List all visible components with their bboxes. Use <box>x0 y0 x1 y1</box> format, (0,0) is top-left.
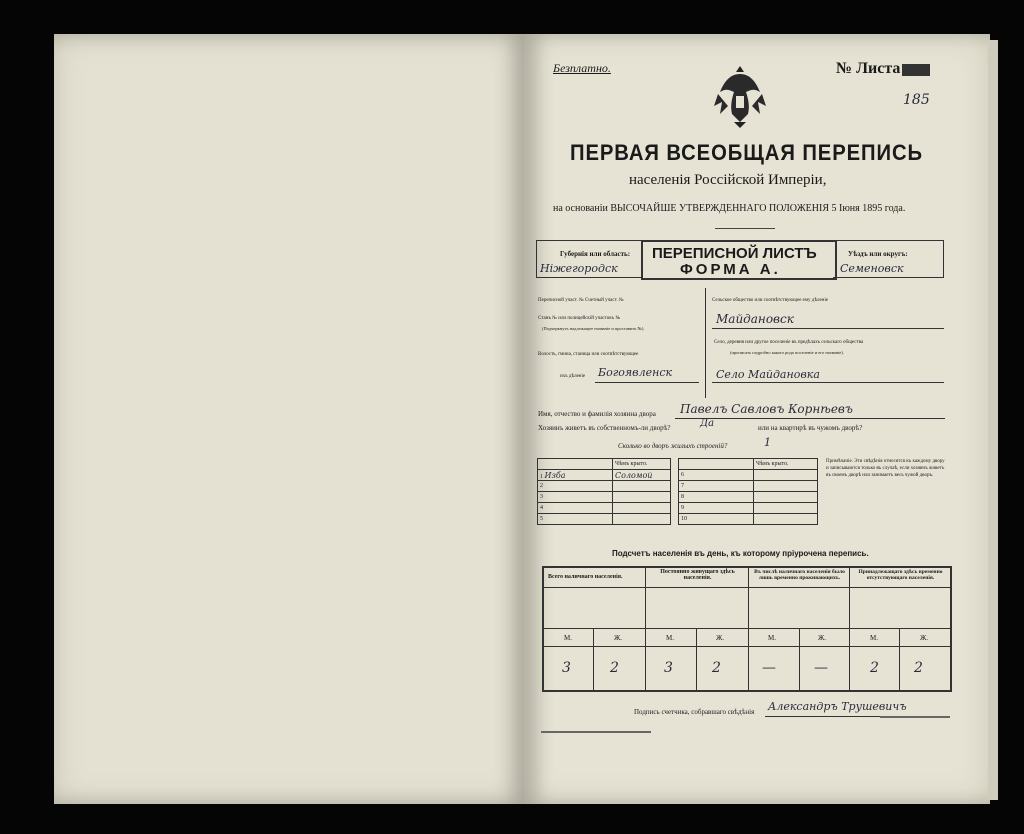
value-permanent-zh: 2 <box>712 660 721 676</box>
census-subtitle: населенія Россійской Имперіи, <box>629 172 827 188</box>
handwritten-number: 185 <box>903 92 930 108</box>
obshchestvo-underline <box>712 328 944 329</box>
volost-underline <box>595 382 699 383</box>
roof-header-1: Чѣмъ крыто. <box>613 459 671 470</box>
stan-note: (Подчеркнуть надлежащее названіе и проставить №). <box>542 326 645 331</box>
owner-underline <box>675 418 945 419</box>
owner-label: Имя, отчество и фамилія хозяина двора <box>538 410 656 418</box>
signature-underline <box>765 716 881 717</box>
summary-title: Подсчетъ населенія въ день, къ которому пріурочена перепись. <box>612 549 869 558</box>
gubernia-label: Губернія или область: <box>560 250 631 258</box>
volost-value: Богоявленск <box>598 366 673 379</box>
volost-label-2: ихъ дѣленіе <box>560 374 586 379</box>
printer-imprint-left <box>541 731 651 733</box>
ornament-divider <box>715 228 775 230</box>
imperial-eagle-icon <box>712 62 768 130</box>
zh-label-3: Ж. <box>818 634 827 642</box>
value-absent-zh: 2 <box>914 660 923 676</box>
census-title: ПЕРВАЯ ВСЕОБЩАЯ ПЕРЕПИСЬ <box>570 140 924 165</box>
row1-building: Изба <box>544 470 566 480</box>
owner-value: Павелъ Савловъ Корнѣевъ <box>680 402 853 416</box>
value-total-zh: 2 <box>610 660 619 676</box>
buildings-value: 1 <box>764 436 771 449</box>
summary-table <box>542 566 952 692</box>
m-label-1: М. <box>564 634 572 642</box>
free-label: Безплатно. <box>553 61 611 75</box>
owner-lives-label: Хозяинъ живетъ въ собственномъ-ли дворѣ? <box>538 424 671 432</box>
selo-note: (прописать подробно какого рода поселеніе и его названіе). <box>730 350 844 355</box>
census-basis: на основаніи ВЫСОЧАЙШЕ УТВЕРЖДЕННАГО ПОЛОЖЕНІЯ 5 Іюня 1895 года. <box>553 203 906 214</box>
uezd-value: Семеновск <box>840 262 904 275</box>
buildings-label: Сколько во дворъ жилыхъ строеній? <box>618 442 728 450</box>
owner-lives-rest: или на квартирѣ въ чужомъ дворѣ? <box>758 424 863 432</box>
note-text: Примѣчаніе. Эти свѣдѣнія относятся къ каждому двору и записываются только въ случаѣ, если хозяинъ живетъ въ своемъ дворѣ или занимаетъ весь чужой дворъ. <box>826 459 945 478</box>
stan-label: Станъ № или полицейскій участокъ № <box>538 316 621 321</box>
col1-title: Всего наличнаго населенія. <box>548 574 623 580</box>
uchastok-label: Переписной участ. № Счетный участ. № <box>538 298 624 303</box>
owner-lives-value: Да <box>700 418 715 429</box>
signature-label: Подпись счетчика, собравшаго свѣдѣнія <box>634 708 755 716</box>
value-temporary-zh: — <box>814 660 828 676</box>
col3-title: Въ числѣ наличнаго населенія было лишь временно проживающихъ. <box>754 569 845 581</box>
value-temporary-m: — <box>762 660 776 676</box>
m-label-2: М. <box>666 634 674 642</box>
value-total-m: 3 <box>562 660 571 676</box>
uezd-label: Уѣздъ или округъ: <box>848 250 908 258</box>
row1-roof: Соломой <box>613 470 671 481</box>
m-label-4: М. <box>870 634 878 642</box>
obshchestvo-label: Сельское общество или соотвѣтствующее ему дѣленіе <box>712 298 829 303</box>
roof-header-2: Чѣмъ крыто. <box>754 459 818 470</box>
sheet-number-label: № Листа <box>836 60 901 77</box>
selo-underline <box>712 382 944 383</box>
printer-imprint-right <box>880 716 950 718</box>
buildings-table-2: Чѣмъ крыто. 6 7 8 9 10 <box>678 458 818 525</box>
zh-label-2: Ж. <box>716 634 725 642</box>
signature-value: Александръ Трушевичъ <box>768 700 907 713</box>
form-title: ПЕРЕПИСНОЙ ЛИСТЪ <box>652 245 817 262</box>
col4-title: Принадлежащаго здѣсь временно отсутствующаго населенія. <box>858 569 943 581</box>
value-absent-m: 2 <box>870 660 879 676</box>
location-divider <box>705 288 706 398</box>
buildings-table-1: Чѣмъ крыто. 1 Изба Соломой 2 3 4 5 <box>537 458 671 525</box>
form-letter: ФОРМА А. <box>680 261 781 278</box>
selo-label: Село, деревня или другое поселеніе въ предѣлахъ сельскаго общества <box>714 340 864 345</box>
volost-label: Волость, гмина, станица или соотвѣтствующее <box>538 352 639 357</box>
value-permanent-m: 3 <box>664 660 673 676</box>
selo-value: Село Майдановка <box>716 368 820 381</box>
zh-label-1: Ж. <box>614 634 623 642</box>
sheet-number-field <box>902 64 930 76</box>
left-page <box>54 34 524 804</box>
zh-label-4: Ж. <box>920 634 929 642</box>
col2-title: Постоянно живущаго здѣсь населенія. <box>660 569 735 581</box>
page-edge <box>988 40 998 800</box>
m-label-3: М. <box>768 634 776 642</box>
gubernia-value: Ніжегородск <box>540 262 618 275</box>
obshchestvo-value: Майдановск <box>716 312 794 326</box>
